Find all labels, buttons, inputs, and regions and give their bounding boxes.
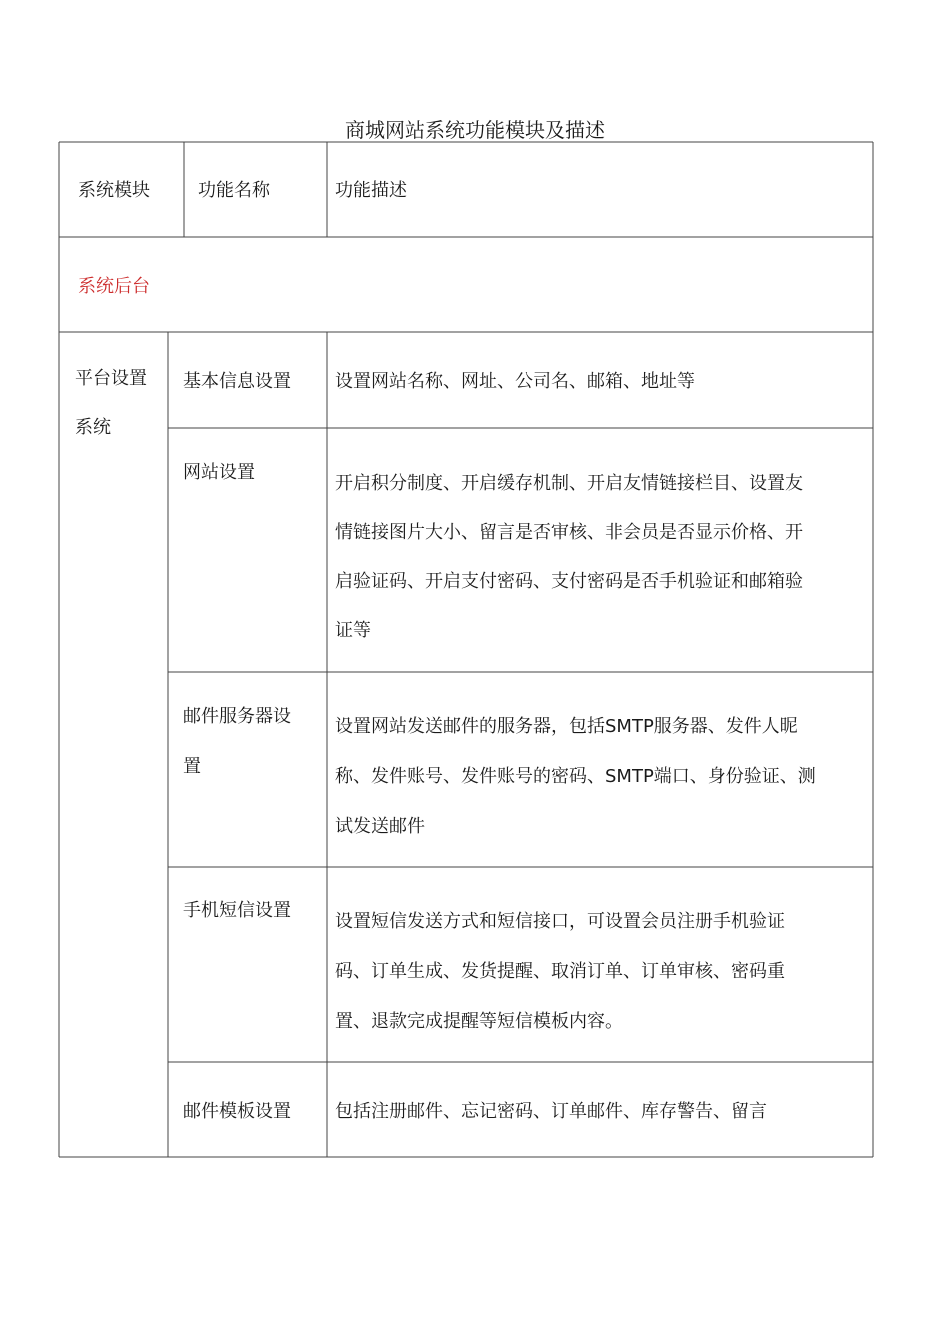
function-description: 试发送邮件 — [335, 816, 425, 837]
function-description: 置、退款完成提醒等短信模板内容。 — [335, 1011, 623, 1032]
header-module: 系统模块 — [78, 180, 150, 201]
function-description: 包括注册邮件、忘记密码、订单邮件、库存警告、留言 — [335, 1101, 767, 1122]
function-name: 邮件模板设置 — [183, 1101, 291, 1122]
module-name-line: 系统 — [75, 417, 111, 438]
function-description: 设置短信发送方式和短信接口，可设置会员注册手机验证 — [335, 911, 785, 932]
header-function-name: 功能名称 — [198, 180, 270, 201]
function-description: 证等 — [335, 620, 371, 641]
function-description: 称、发件账号、发件账号的密码、SMTP端口、身份验证、测 — [335, 766, 816, 787]
function-description: 启验证码、开启支付密码、支付密码是否手机验证和邮箱验 — [335, 571, 803, 592]
function-description: 开启积分制度、开启缓存机制、开启友情链接栏目、设置友 — [335, 473, 803, 494]
document-title: 商城网站系统功能模块及描述 — [345, 118, 605, 142]
function-name: 手机短信设置 — [183, 900, 291, 921]
function-name: 网站设置 — [183, 462, 255, 483]
function-name: 基本信息设置 — [183, 371, 291, 392]
section-heading: 系统后台 — [78, 276, 150, 297]
function-name: 置 — [183, 756, 201, 777]
function-description: 设置网站发送邮件的服务器，包括SMTP服务器、发件人昵 — [335, 716, 798, 737]
function-description: 码、订单生成、发货提醒、取消订单、订单审核、密码重 — [335, 961, 785, 982]
header-description: 功能描述 — [335, 180, 407, 201]
function-description: 情链接图片大小、留言是否审核、非会员是否显示价格、开 — [335, 522, 803, 543]
function-name: 邮件服务器设 — [183, 706, 291, 727]
function-description: 设置网站名称、网址、公司名、邮箱、地址等 — [335, 371, 695, 392]
module-name-line: 平台设置 — [75, 368, 147, 389]
